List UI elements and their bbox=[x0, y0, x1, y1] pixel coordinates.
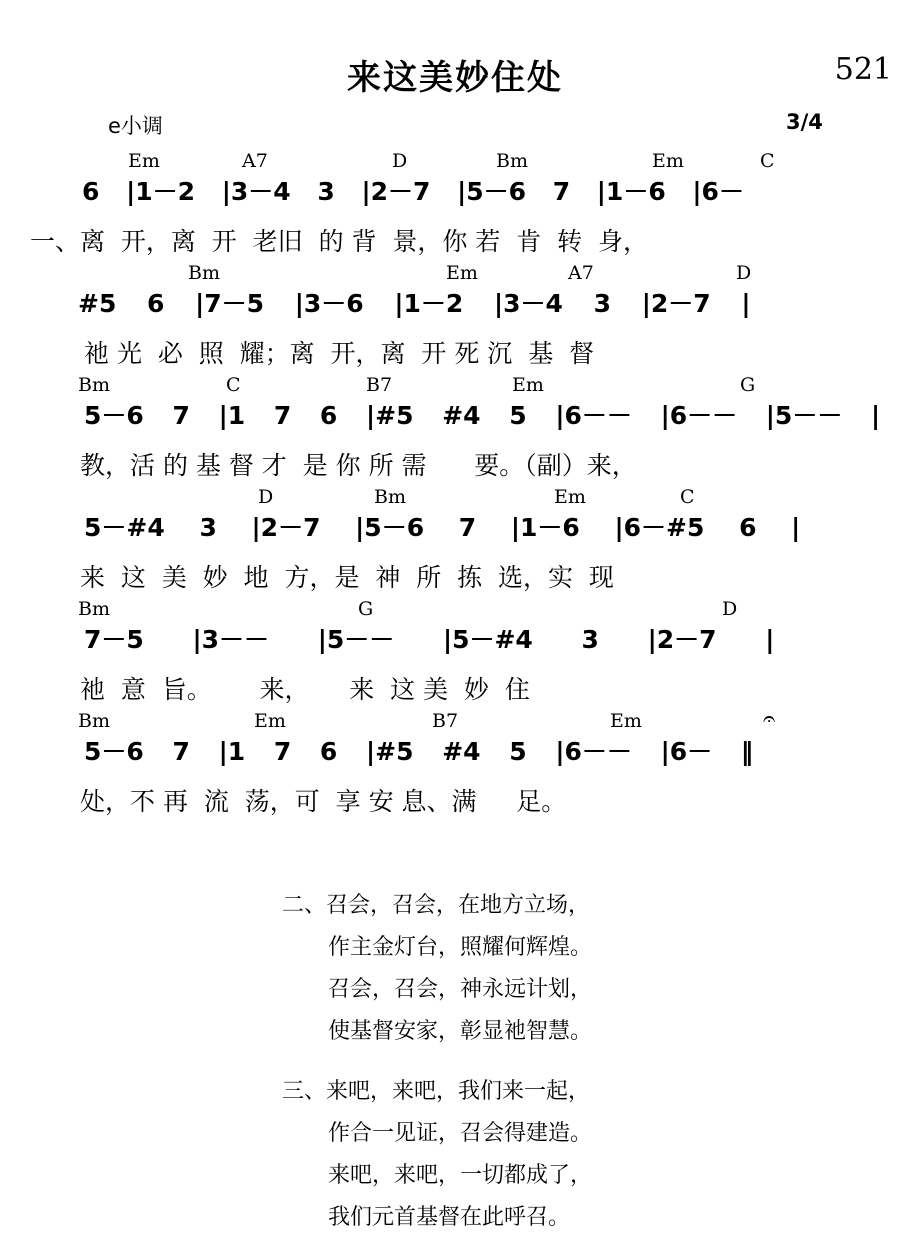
note-line: 5－6 7 |1 7 6 |#5 #4 5 |6－－ |6－－ |5－－ | bbox=[84, 401, 881, 430]
verse-line: 使基督安家，彰显祂智慧。 bbox=[328, 1019, 593, 1044]
verse-line: 召会，召会，神永远计划， bbox=[328, 977, 593, 1002]
note-line: 7－5 |3－－ |5－－ |5－#4 3 |2－7 | bbox=[84, 625, 775, 654]
chord: Em bbox=[128, 150, 160, 172]
chord: D bbox=[722, 598, 738, 620]
chord: Bm bbox=[78, 710, 110, 732]
chord: Em bbox=[610, 710, 642, 732]
chord: D bbox=[736, 262, 752, 284]
chord: Em bbox=[254, 710, 286, 732]
chord: G bbox=[358, 598, 374, 620]
chord: C bbox=[680, 486, 695, 508]
chord: B7 bbox=[432, 710, 459, 732]
note-line: 5－#4 3 |2－7 |5－6 7 |1－6 |6－#5 6 | bbox=[84, 513, 801, 542]
hymn-title: 来这美妙住处 bbox=[347, 58, 563, 98]
lyric-line: 教，活 的 基 督 才 是 你 所 需 要。（副）来， bbox=[80, 451, 637, 480]
verse-line: 三、来吧，来吧，我们来一起， bbox=[282, 1079, 591, 1104]
lyric-line: 祂 意 旨。 来， 来 这 美 妙 住 bbox=[80, 675, 530, 704]
verse-line: 来吧，来吧，一切都成了， bbox=[328, 1163, 593, 1188]
chord: D bbox=[392, 150, 408, 172]
note-line: 6 |1－2 |3－4 3 |2－7 |5－6 7 |1－6 |6－ bbox=[82, 177, 744, 206]
fermata-icon: 𝄐 bbox=[763, 707, 776, 732]
verse-line: 作合一见证，召会得建造。 bbox=[328, 1121, 593, 1146]
lyric-line: 一、离 开，离 开 老旧 的 背 景，你 若 肯 转 身， bbox=[30, 227, 649, 256]
chord: Em bbox=[554, 486, 586, 508]
lyric-line: 祂 光 必 照 耀；离 开，离 开 死 沉 基 督 bbox=[84, 339, 595, 368]
chord: Em bbox=[446, 262, 478, 284]
chord: D bbox=[258, 486, 274, 508]
key-signature: e小调 bbox=[108, 114, 163, 138]
chord: G bbox=[740, 374, 756, 396]
chord: A7 bbox=[568, 262, 594, 284]
chord: Bm bbox=[78, 598, 110, 620]
chord: Em bbox=[512, 374, 544, 396]
chord: A7 bbox=[242, 150, 268, 172]
chord: B7 bbox=[366, 374, 393, 396]
chord: Bm bbox=[78, 374, 110, 396]
verse-line: 作主金灯台，照耀何辉煌。 bbox=[328, 935, 593, 960]
chord: C bbox=[226, 374, 241, 396]
chord: Bm bbox=[496, 150, 528, 172]
time-signature: 3/4 bbox=[786, 110, 823, 134]
page-number: 521 bbox=[834, 52, 892, 87]
chord: Bm bbox=[188, 262, 220, 284]
chord: C bbox=[760, 150, 775, 172]
chord: Em bbox=[652, 150, 684, 172]
lyric-line: 处，不 再 流 荡，可 享 安 息、满 足。 bbox=[80, 787, 567, 816]
verse-line: 二、召会，召会，在地方立场， bbox=[282, 893, 591, 918]
lyric-line: 来 这 美 妙 地 方，是 神 所 拣 选，实 现 bbox=[80, 563, 614, 592]
note-line: 5－6 7 |1 7 6 |#5 #4 5 |6－－ |6－ ‖ bbox=[84, 737, 754, 766]
chord: Bm bbox=[374, 486, 406, 508]
note-line: #5 6 |7－5 |3－6 |1－2 |3－4 3 |2－7 | bbox=[78, 289, 751, 318]
verse-line: 我们元首基督在此呼召。 bbox=[328, 1205, 571, 1230]
